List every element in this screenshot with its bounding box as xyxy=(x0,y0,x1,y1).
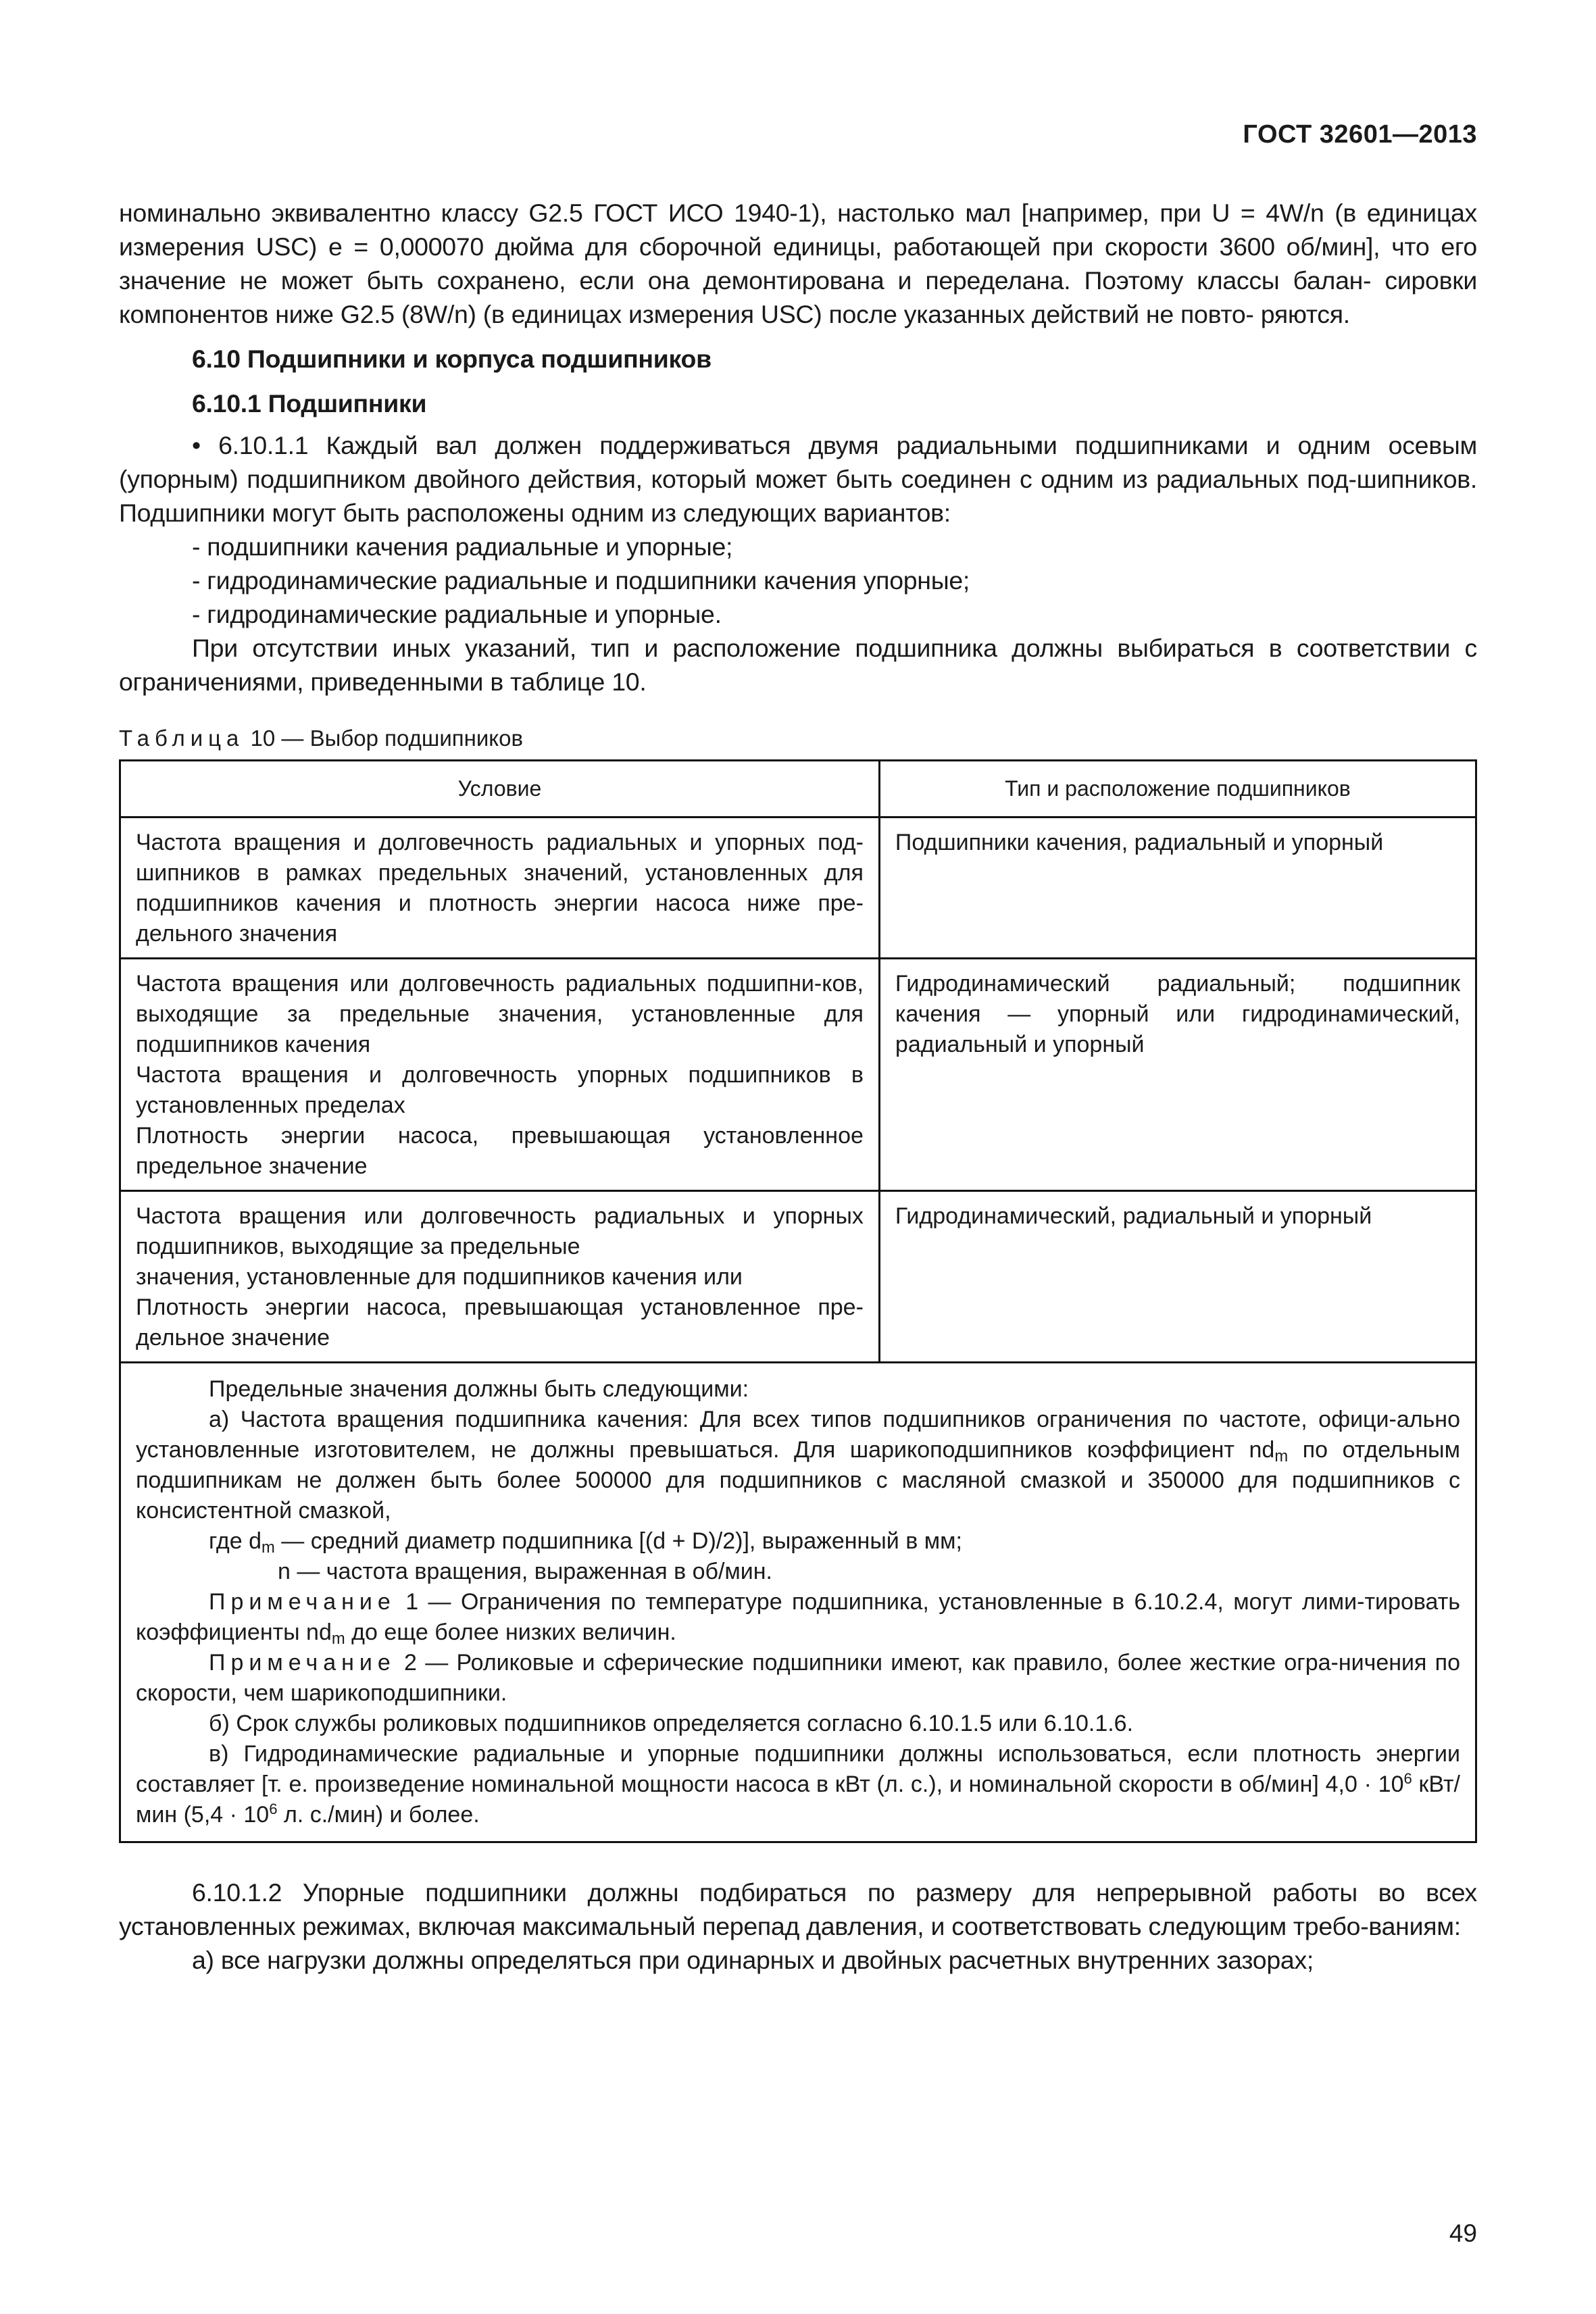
intro-line: сировки компонентов ниже G2.5 (8W/n) (в единицах измерения USC) после указанных действий не повто- xyxy=(119,266,1477,328)
clause-6-10-1-1-closing: При отсутствии иных указаний, тип и расположение подшипника должны выбираться в соответствии с ограничениями, приведенными в таблице 10. xyxy=(119,634,1477,696)
condition-text: Частота вращения и долговечность упорных подшипников в установленных пределах xyxy=(136,1062,864,1118)
table-header-row xyxy=(120,761,1476,818)
type-cell: Подшипники качения, радиальный и упорный xyxy=(879,818,1476,959)
condition-text: значения, установленные для подшипников качения или xyxy=(136,1264,743,1290)
note-item-c: в) Гидродинамические радиальные и упорные подшипники должны использоваться, если плотность энергии составляет [т. е. произведение номинальной мощности насоса в кВт (л. с.), и номинальной скорости в об/мин] $4,0 \cdot 10^6$ кВт/мин ($5,4 \cdot 10^6$ л. с./мин) и более. xyxy=(136,1741,1460,1828)
condition-cell xyxy=(120,818,880,959)
table-row xyxy=(120,959,1476,1191)
heading-6-10-1: 6.10.1 Подшипники xyxy=(192,389,427,418)
condition-text: Плотность энергии насоса, превышающая установленное предельное значение xyxy=(136,1123,864,1179)
intro-line: что его значение не может быть сохранено, если она демонтирована и переделана. Поэтому классы балан- xyxy=(119,232,1477,295)
table-caption xyxy=(119,726,1477,751)
condition-cell xyxy=(120,1191,880,1363)
note-where-dm: где $d_m$ — средний диаметр подшипника [(d + D)/2)], выраженный в мм; xyxy=(209,1528,962,1557)
clause-6-10-1-2: 6.10.1.2 Упорные подшипники должны подбираться по размеру для непрерывной работы во всех установленных режимах, включая максимальный перепад давления, и соответствовать следующим требо-ваниям: xyxy=(119,1878,1477,1940)
intro-line: номинально эквивалентно классу G2.5 ГОСТ ИСО 1940-1), настолько мал [например, при U = 4W/n (в xyxy=(119,199,1357,227)
clause-6-10-1-1: • 6.10.1.1 Каждый вал должен поддерживаться двумя радиальными подшипниками и одним осевым (упорным) подшипником двойного действия, который может быть соединен с одним из радиальных под-шипников. Подшипники могут быть расположены одним из следующих вариантов: xyxy=(119,431,1477,527)
notes-intro: Предельные значения должны быть следующими: xyxy=(209,1376,749,1402)
note-item-a: а) Частота вращения подшипника качения: Для всех типов подшипников ограничения по частоте, офици-ально установленные изготовителем, не должны превышаться. Для шарикоподшипников коэффициент $nd_m$ по отдельным подшипникам не должен быть более 500000 для подшипников с масляной смазкой и 350000 для подшипников с консистентной смазкой, xyxy=(136,1407,1460,1524)
note-2: Примечание 2 — Роликовые и сферические подшипники имеют, как правило, более жесткие огра-ничения по скорости, чем шарикоподшипники. xyxy=(136,1650,1460,1706)
heading-6-10: 6.10 Подшипники и корпуса подшипников xyxy=(192,345,712,373)
bearing-selection-table xyxy=(119,759,1477,1843)
column-header-condition: Условие xyxy=(120,761,880,818)
type-cell: Гидродинамический радиальный; подшипник качения — упорный или гидродинамический, радиальный и упорный xyxy=(879,959,1476,1191)
table-caption-label: Таблица xyxy=(119,726,245,751)
table-caption-title: 10 — Выбор подшипников xyxy=(250,726,523,751)
table-row xyxy=(120,818,1476,959)
table-row xyxy=(120,1191,1476,1363)
type-cell: Гидродинамический, радиальный и упорный xyxy=(879,1191,1476,1363)
bearing-option: - гидродинамические радиальные и подшипники качения упорные; xyxy=(192,566,970,595)
condition-text: Плотность энергии насоса, превышающая установленное пре-дельное значение xyxy=(136,1294,864,1351)
intro-line: ряются. xyxy=(1260,300,1350,328)
page-number: 49 xyxy=(1449,2219,1477,2247)
condition-cell xyxy=(120,959,880,1191)
table-notes-row xyxy=(120,1363,1476,1842)
note-1: Примечание 1 — Ограничения по температуре подшипника, установленные в 6.10.2.4, могут лими-тировать коэффициенты $nd_m$ до еще более низких величин. xyxy=(136,1589,1460,1648)
condition-text: Частота вращения или долговечность радиальных подшипни-ков, выходящие за предельные значения, установленные для подшипников качения xyxy=(136,971,864,1057)
condition-text: Частота вращения и долговечность радиальных и упорных под-шипников в рамках предельных значений, установленных для подшипников качения и плотность энергии насоса ниже пре-дельного значения xyxy=(136,830,864,947)
bearing-option: - подшипники качения радиальные и упорные; xyxy=(192,532,733,561)
clause-6-10-1-2-item-a: а) все нагрузки должны определяться при одинарных и двойных расчетных внутренних зазорах; xyxy=(192,1946,1314,1974)
condition-text: Частота вращения или долговечность радиальных и упорных подшипников, выходящие за предельные xyxy=(136,1203,864,1259)
column-header-type: Тип и расположение подшипников xyxy=(879,761,1476,818)
intro-paragraph xyxy=(119,196,1477,331)
note-where-n: n — частота вращения, выраженная в об/мин. xyxy=(278,1559,772,1584)
note-item-b: б) Срок службы роликовых подшипников определяется согласно 6.10.1.5 или 6.10.1.6. xyxy=(209,1711,1134,1736)
intro-line: единицах измерения USC) e = 0,000070 дюйма для сборочной единицы, работающей при скорости 3600 об/мин], xyxy=(119,199,1477,261)
table-notes-cell xyxy=(120,1363,1476,1842)
page-content xyxy=(119,196,1477,1977)
bearing-option: - гидродинамические радиальные и упорные. xyxy=(192,600,722,628)
document-header: ГОСТ 32601—2013 xyxy=(1243,120,1477,149)
